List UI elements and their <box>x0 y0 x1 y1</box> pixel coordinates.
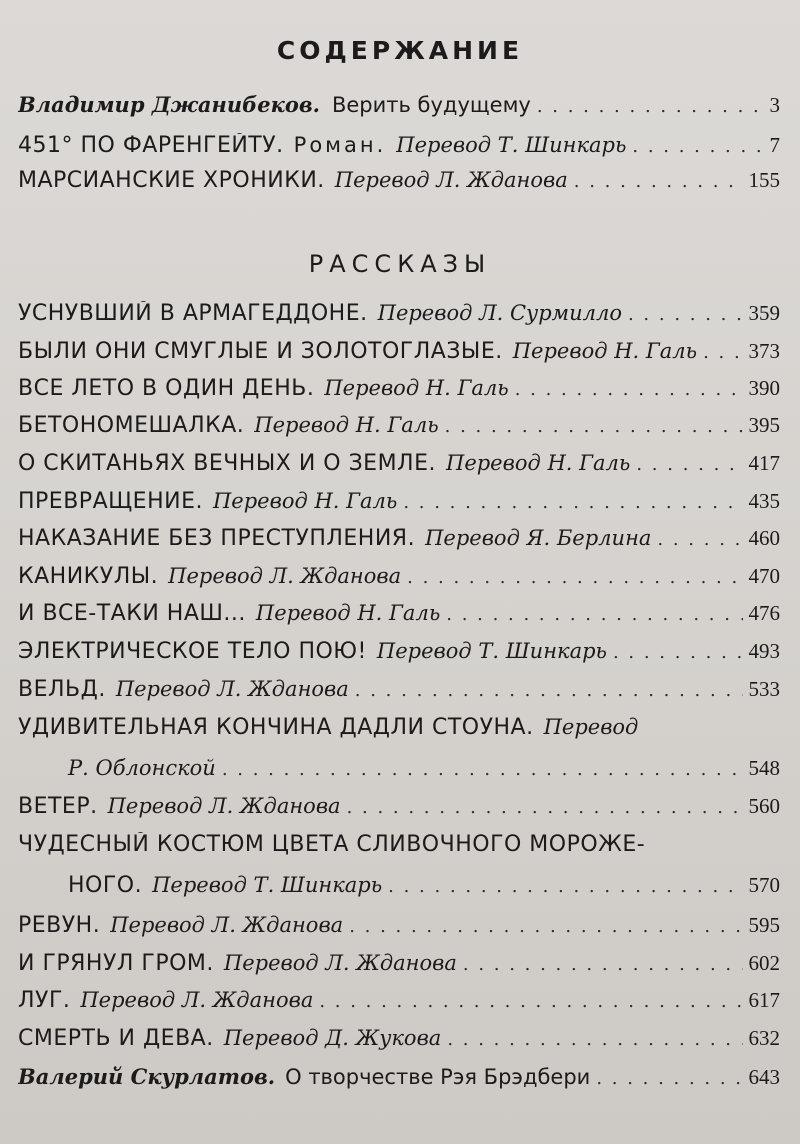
toc-entry <box>18 451 780 485</box>
entry-page: 470 <box>748 564 780 588</box>
dot-leader <box>446 604 742 625</box>
entry-page: 155 <box>748 168 780 192</box>
toc-entry-martian <box>18 168 780 202</box>
dot-leader <box>355 680 743 701</box>
entry-title: СМЕРТЬ И ДЕВА. <box>18 1026 214 1051</box>
dot-leader <box>596 1068 742 1089</box>
toc-entry-afterword <box>18 1064 780 1098</box>
entry-translator: Перевод Я. Берлина <box>425 526 652 550</box>
dot-leader <box>515 379 743 400</box>
dot-leader <box>463 954 743 975</box>
entry-title: Верить будущему <box>331 93 531 117</box>
entry-title: ВЕТЕР. <box>18 794 98 819</box>
entry-title: НОГО. <box>68 873 143 898</box>
dot-leader <box>703 342 742 363</box>
dot-leader <box>613 642 743 663</box>
entry-title: ЛУГ. <box>18 988 71 1013</box>
entry-page: 595 <box>748 913 780 937</box>
entry-title: ЭЛЕКТРИЧЕСКОЕ ТЕЛО ПОЮ! <box>18 639 367 664</box>
entry-page: 632 <box>748 1026 780 1050</box>
entry-title: КАНИКУЛЫ. <box>18 564 159 589</box>
entry-translator: Перевод Н. Галь <box>446 451 631 475</box>
dot-leader <box>222 759 743 780</box>
entry-title: ПРЕВРАЩЕНИЕ. <box>18 489 203 514</box>
entry-translator: Перевод Н. Галь <box>255 601 441 625</box>
entry-translator: Перевод Н. Галь <box>324 376 509 400</box>
entry-translator: Перевод Н. Галь <box>212 489 398 513</box>
dot-leader <box>574 171 743 192</box>
entry-translator: Перевод Т. Шинкарь <box>396 133 627 157</box>
entry-title: И ВСЕ-ТАКИ НАШ... <box>18 601 246 626</box>
toc-entry <box>18 413 780 447</box>
entry-title: МАРСИАНСКИЕ ХРОНИКИ. <box>18 168 325 193</box>
entry-title: О творчестве Рэя Брэдбери <box>285 1065 591 1089</box>
entry-translator: Перевод Д. Жукова <box>223 1026 442 1050</box>
toc-entry <box>18 639 780 673</box>
entry-page: 395 <box>748 413 780 437</box>
dot-leader <box>319 991 742 1012</box>
entry-page: 373 <box>748 339 780 363</box>
entry-translator: Перевод Л. Жданова <box>107 794 341 818</box>
entry-genre: Роман. <box>293 133 387 157</box>
dot-leader <box>347 797 743 818</box>
dot-leader <box>349 916 742 937</box>
entry-title: УДИВИТЕЛЬНАЯ КОНЧИНА ДАДЛИ СТОУНА. <box>18 715 534 740</box>
toc-entry-fahrenheit <box>18 133 780 167</box>
toc-entry <box>18 794 780 828</box>
dot-leader <box>407 567 742 588</box>
entry-page: 460 <box>748 526 780 550</box>
toc-entry <box>18 376 780 410</box>
toc-entry <box>18 301 780 335</box>
toc-entry <box>18 601 780 635</box>
entry-page: 359 <box>748 301 780 325</box>
entry-translator: Перевод Т. Шинкарь <box>376 639 607 663</box>
entry-title: БЫЛИ ОНИ СМУГЛЫЕ И ЗОЛОТОГЛАЗЫЕ. <box>18 339 503 364</box>
entry-translator: Перевод Н. Галь <box>512 339 698 363</box>
entry-author: Владимир Джанибеков. <box>18 92 320 117</box>
entry-title: ВСЕ ЛЕТО В ОДИН ДЕНЬ. <box>18 376 315 401</box>
entry-title: 451° ПО ФАРЕНГЕЙТУ. <box>18 133 284 158</box>
entry-page: 417 <box>748 451 780 475</box>
entry-page: 3 <box>769 93 780 117</box>
entry-translator: Перевод Л. Жданова <box>110 913 344 937</box>
entry-translator: Р. Облонской <box>68 756 216 780</box>
toc-entry <box>18 951 780 985</box>
entry-translator: Перевод Л. Жданова <box>223 951 457 975</box>
toc-entry <box>18 715 780 749</box>
toc-entry <box>18 564 780 598</box>
dot-leader <box>537 96 764 117</box>
entry-title: И ГРЯНУЛ ГРОМ. <box>18 951 214 976</box>
entry-page: 476 <box>748 601 780 625</box>
entry-translator: Перевод <box>543 715 639 739</box>
entry-page: 570 <box>748 873 780 897</box>
dot-leader <box>657 529 742 550</box>
toc-entry <box>18 677 780 711</box>
entry-translator: Перевод Л. Сурмилло <box>377 301 622 325</box>
contents-heading: СОДЕРЖАНИЕ <box>276 36 524 65</box>
entry-page: 435 <box>748 489 780 513</box>
entry-title: ВЕЛЬД. <box>18 677 106 702</box>
dot-leader <box>445 416 743 437</box>
toc-entry-continuation <box>18 873 780 907</box>
entry-page: 7 <box>769 133 780 157</box>
entry-translator: Перевод Л. Жданова <box>168 564 402 588</box>
toc-entry <box>18 339 780 373</box>
dot-leader <box>388 876 742 897</box>
dot-leader <box>628 304 743 325</box>
toc-entry-continuation <box>18 756 780 790</box>
entry-page: 390 <box>748 376 780 400</box>
entry-page: 602 <box>748 951 780 975</box>
entry-title: О СКИТАНЬЯХ ВЕЧНЫХ И О ЗЕМЛЕ. <box>18 451 436 476</box>
entry-page: 493 <box>748 639 780 663</box>
entry-page: 643 <box>748 1065 780 1089</box>
entry-title: НАКАЗАНИЕ БЕЗ ПРЕСТУПЛЕНИЯ. <box>18 526 416 551</box>
entry-page: 548 <box>748 756 780 780</box>
toc-entry <box>18 489 780 523</box>
entry-page: 533 <box>748 677 780 701</box>
entry-page: 560 <box>748 794 780 818</box>
toc-entry <box>18 526 780 560</box>
entry-translator: Перевод Л. Жданова <box>80 988 314 1012</box>
toc-entry-foreword <box>18 92 780 126</box>
stories-heading: РАССКАЗЫ <box>308 250 492 278</box>
entry-translator: Перевод Л. Жданова <box>115 677 349 701</box>
toc-entry <box>18 988 780 1022</box>
dot-leader <box>447 1029 742 1050</box>
entry-title: ЧУДЕСНЫЙ КОСТЮМ ЦВЕТА СЛИВОЧНОГО МОРОЖЕ- <box>18 832 646 857</box>
dot-leader <box>403 492 742 513</box>
dot-leader <box>632 136 763 157</box>
entry-author: Валерий Скурлатов. <box>18 1064 276 1089</box>
entry-page: 617 <box>748 988 780 1012</box>
dot-leader <box>636 454 742 475</box>
entry-title: РЕВУН. <box>18 913 101 938</box>
entry-title: БЕТОНОМЕШАЛКА. <box>18 413 245 438</box>
toc-entry <box>18 1026 780 1060</box>
entry-translator: Перевод Л. Жданова <box>334 168 568 192</box>
entry-title: УСНУВШИЙ В АРМАГЕДДОНЕ. <box>18 301 368 326</box>
entry-translator: Перевод Н. Галь <box>254 413 439 437</box>
toc-entry <box>18 913 780 947</box>
entry-translator: Перевод Т. Шинкарь <box>152 873 383 897</box>
toc-entry <box>18 832 780 866</box>
